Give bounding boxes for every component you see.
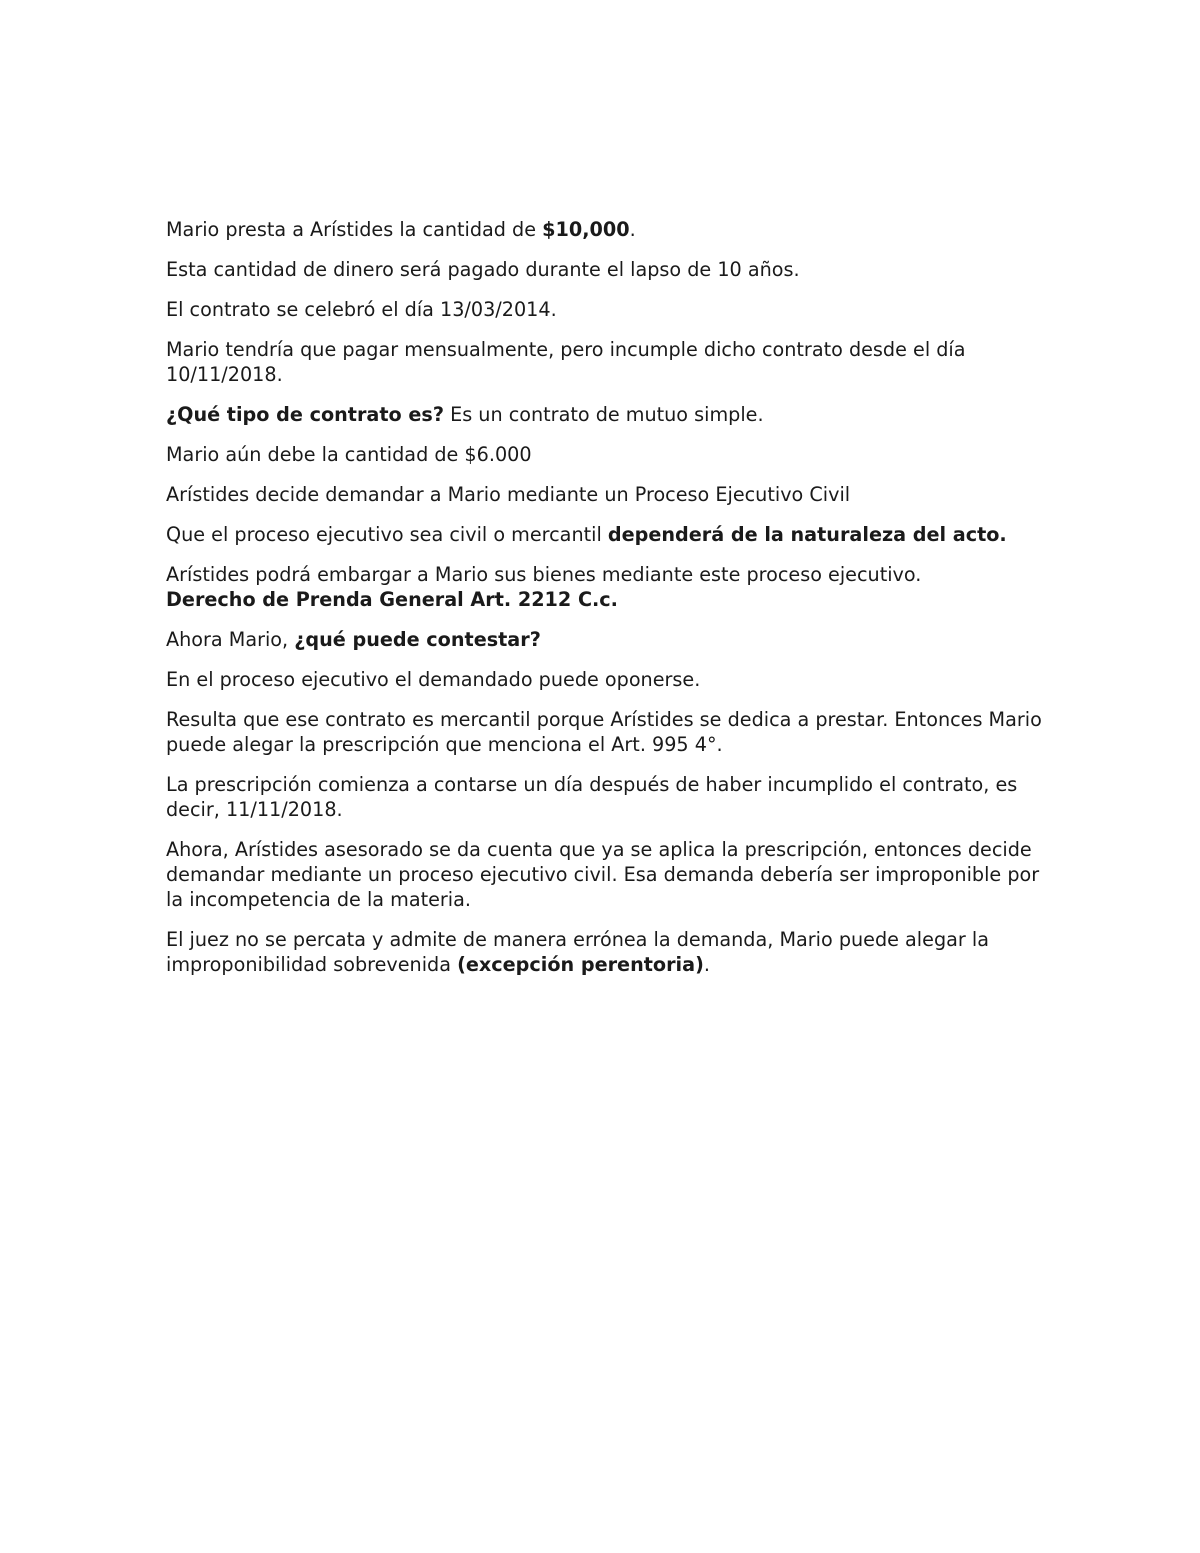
paragraph-improponible — [166, 837, 1046, 912]
bold-amount: $10,000 — [542, 218, 630, 241]
paragraph-contract-date — [166, 297, 1046, 322]
paragraph-text: En el proceso ejecutivo el demandado puede oponerse. — [166, 668, 701, 691]
paragraph-text: . — [629, 218, 636, 241]
paragraph-text: Esta cantidad de dinero será pagado durante el lapso de 10 años. — [166, 258, 800, 281]
paragraph-payment-term — [166, 257, 1046, 282]
paragraph-text: Que el proceso ejecutivo sea civil o mercantil — [166, 523, 608, 546]
paragraph-lawsuit — [166, 482, 1046, 507]
paragraph-text: Es un contrato de mutuo simple. — [443, 403, 764, 426]
paragraph-mercantile — [166, 707, 1046, 757]
bold-article-reference: Derecho de Prenda General Art. 2212 C.c. — [166, 588, 618, 611]
paragraph-text: El contrato se celebró el día 13/03/2014. — [166, 298, 557, 321]
paragraph-process-nature — [166, 522, 1046, 547]
paragraph-text: Ahora Mario, — [166, 628, 295, 651]
paragraph-response-question — [166, 627, 1046, 652]
paragraph-text: La prescripción comienza a contarse un día después de haber incumplido el contrato, es decir, 11/11/2018. — [166, 773, 1018, 821]
paragraph-supervening — [166, 927, 1046, 977]
bold-exception: (excepción perentoria) — [457, 953, 704, 976]
bold-question: ¿Qué tipo de contrato es? — [166, 403, 444, 426]
paragraph-text: El juez no se percata y admite de manera errónea la demanda, Mario puede alegar la improponibilidad sobrevenida — [166, 928, 989, 976]
paragraph-text: Arístides podrá embargar a Mario sus bienes mediante este proceso ejecutivo. — [166, 563, 922, 586]
paragraph-text: . — [703, 953, 710, 976]
paragraph-loan-amount — [166, 217, 1046, 242]
paragraph-text: Arístides decide demandar a Mario mediante un Proceso Ejecutivo Civil — [166, 483, 851, 506]
bold-statement: dependerá de la naturaleza del acto. — [607, 523, 1007, 546]
paragraph-text: Resulta que ese contrato es mercantil porque Arístides se dedica a prestar. Entonces Mario puede alegar la prescripción que menciona el Art. 995 4°. — [166, 708, 1042, 756]
paragraph-text: Mario tendría que pagar mensualmente, pero incumple dicho contrato desde el día 10/11/2018. — [166, 338, 966, 386]
bold-question: ¿qué puede contestar? — [294, 628, 541, 651]
paragraph-text: Mario aún debe la cantidad de $6.000 — [166, 443, 532, 466]
paragraph-prescription-start — [166, 772, 1046, 822]
paragraph-default-date — [166, 337, 1046, 387]
paragraph-opposition — [166, 667, 1046, 692]
paragraph-seizure — [166, 562, 1046, 612]
paragraph-text: Mario presta a Arístides la cantidad de — [166, 218, 543, 241]
paragraph-text: Ahora, Arístides asesorado se da cuenta que ya se aplica la prescripción, entonces decide demandar mediante un proceso ejecutivo civil. Esa demanda debería ser improponible por la incompetencia de la materia. — [166, 838, 1040, 911]
paragraph-contract-type — [166, 402, 1046, 427]
paragraph-remaining-debt — [166, 442, 1046, 467]
document-body — [166, 217, 1046, 992]
